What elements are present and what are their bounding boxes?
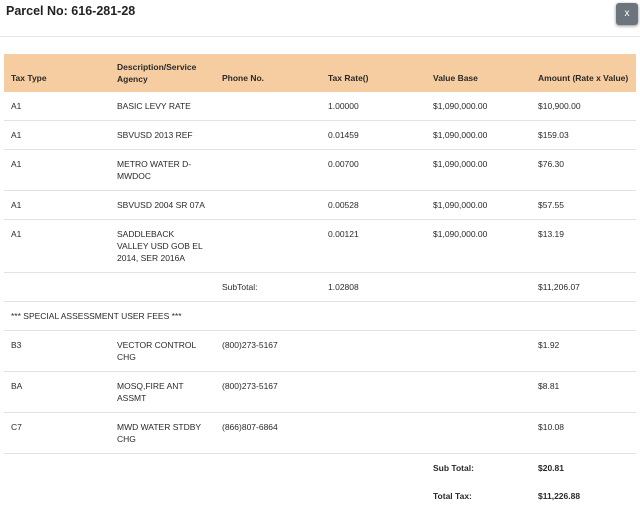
cell-agency: MOSQ,FIRE ANT ASSMT	[110, 372, 215, 413]
cell-value-base: $1,090,000.00	[426, 191, 531, 220]
cell-tax-type: A1	[4, 92, 110, 121]
cell-tax-type: A1	[4, 191, 110, 220]
table-header-row	[4, 54, 636, 92]
cell-phone	[215, 121, 321, 150]
fees-subtotal-label: Sub Total:	[433, 463, 474, 473]
header-value-base: Value Base	[433, 73, 478, 83]
cell-phone	[215, 150, 321, 191]
cell-phone	[215, 92, 321, 121]
subtotal-label: SubTotal:	[215, 273, 321, 302]
cell-tax-type: A1	[4, 220, 110, 273]
cell-agency: METRO WATER D-MWDOC	[110, 150, 215, 191]
header-phone: Phone No.	[222, 73, 265, 83]
cell-amount: $57.55	[531, 191, 636, 220]
cell-value-base: $1,090,000.00	[426, 150, 531, 191]
special-assessment-label: *** SPECIAL ASSESSMENT USER FEES ***	[4, 302, 636, 331]
table-row	[4, 331, 636, 372]
cell-rate: 0.01459	[321, 121, 426, 150]
header-agency: Description/Service Agency	[117, 62, 197, 84]
cell-phone	[215, 220, 321, 273]
header-rate: Tax Rate()	[328, 73, 369, 83]
tax-breakdown-table	[4, 54, 636, 510]
cell-value-base: $1,090,000.00	[426, 92, 531, 121]
table-row	[4, 150, 636, 191]
subtotal-row	[4, 273, 636, 302]
cell-rate: 1.00000	[321, 92, 426, 121]
total-tax-label: Total Tax:	[433, 491, 472, 501]
cell-agency: SBVUSD 2013 REF	[110, 121, 215, 150]
cell-amount: $10.08	[531, 413, 636, 454]
special-assessment-section-row	[4, 302, 636, 331]
table-row	[4, 191, 636, 220]
table-row	[4, 121, 636, 150]
cell-phone	[215, 191, 321, 220]
header-amount: Amount (Rate x Value)	[538, 73, 629, 83]
cell-agency: BASIC LEVY RATE	[110, 92, 215, 121]
table-row	[4, 372, 636, 413]
cell-tax-type: BA	[4, 372, 110, 413]
cell-agency: MWD WATER STDBY CHG	[110, 413, 215, 454]
cell-value-base: $1,090,000.00	[426, 121, 531, 150]
cell-rate: 0.00121	[321, 220, 426, 273]
cell-rate: 0.00700	[321, 150, 426, 191]
table-row	[4, 413, 636, 454]
fees-subtotal-amount: $20.81	[538, 463, 564, 473]
cell-amount: $76.30	[531, 150, 636, 191]
cell-rate: 0.00528	[321, 191, 426, 220]
cell-amount: $159.03	[531, 121, 636, 150]
cell-tax-type: A1	[4, 121, 110, 150]
cell-amount: $13.19	[531, 220, 636, 273]
cell-tax-type: C7	[4, 413, 110, 454]
tax-table-container	[4, 54, 636, 510]
table-row	[4, 92, 636, 121]
cell-amount: $8.81	[531, 372, 636, 413]
cell-tax-type: B3	[4, 331, 110, 372]
table-row	[4, 220, 636, 273]
cell-value-base: $1,090,000.00	[426, 220, 531, 273]
cell-amount: $1.92	[531, 331, 636, 372]
subtotal-amount: $11,206.07	[531, 273, 636, 302]
cell-phone: (800)273-5167	[215, 372, 321, 413]
cell-agency: SADDLEBACK VALLEY USD GOB EL 2014, SER 2016A	[110, 220, 215, 273]
header-tax-type: Tax Type	[11, 73, 47, 83]
cell-tax-type: A1	[4, 150, 110, 191]
cell-phone: (800)273-5167	[215, 331, 321, 372]
modal-title: Parcel No: 616-281-28	[6, 4, 136, 18]
cell-phone: (866)807-6864	[215, 413, 321, 454]
total-tax-amount: $11,226.88	[538, 491, 581, 501]
total-tax-row	[4, 482, 636, 510]
cell-amount: $10,900.00	[531, 92, 636, 121]
cell-agency: SBVUSD 2004 SR 07A	[110, 191, 215, 220]
subtotal-rate: 1.02808	[321, 273, 426, 302]
cell-agency: VECTOR CONTROL CHG	[110, 331, 215, 372]
close-button[interactable]: x	[616, 3, 638, 25]
modal-header	[0, 0, 640, 37]
